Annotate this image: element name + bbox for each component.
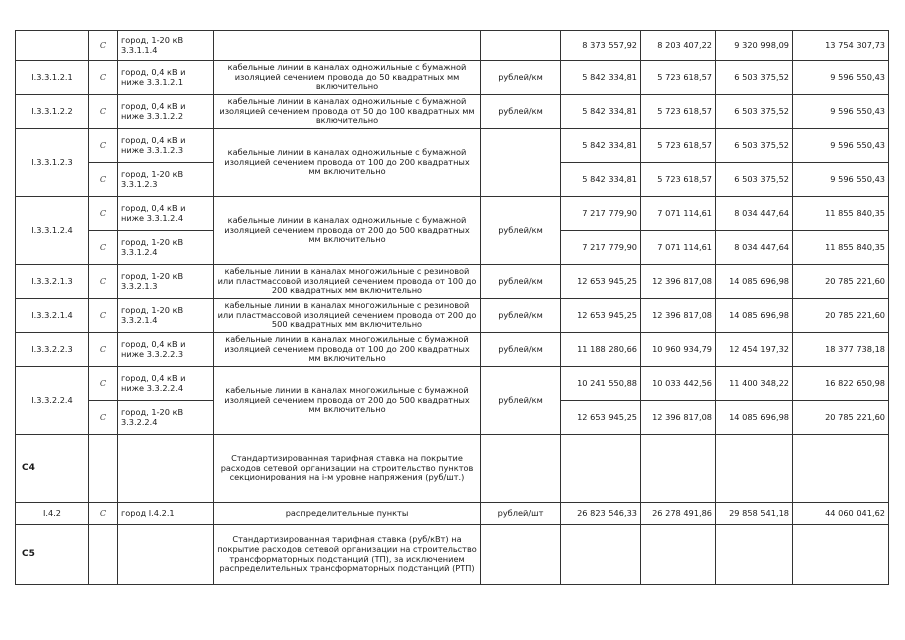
row-value-2: 7 071 114,61	[641, 231, 716, 265]
section-code: C4	[16, 435, 89, 503]
row-unit: рублей/шт	[481, 503, 561, 525]
row-value-1: 5 842 334,81	[561, 163, 641, 197]
row-description: кабельные линии в каналах одножильные с бумажной изоляцией сечением провода от 200 до 500 квадратных мм включительно	[214, 197, 481, 265]
row-territory: город, 1-20 кВ 3.3.1.2.4	[118, 231, 214, 265]
row-value-3: 14 085 696,98	[716, 299, 793, 333]
row-value-2: 8 203 407,22	[641, 31, 716, 61]
row-flag	[89, 525, 118, 585]
row-unit	[481, 525, 561, 585]
row-value-1: 11 188 280,66	[561, 333, 641, 367]
table-row	[16, 265, 889, 299]
row-value-1: 5 842 334,81	[561, 129, 641, 163]
row-value-4: 9 596 550,43	[793, 129, 889, 163]
row-description	[214, 31, 481, 61]
row-code: I.3.3.1.2.2	[16, 95, 89, 129]
row-value-2: 26 278 491,86	[641, 503, 716, 525]
row-value-2: 5 723 618,57	[641, 61, 716, 95]
row-value-3: 6 503 375,52	[716, 129, 793, 163]
row-value-2: 12 396 817,08	[641, 299, 716, 333]
row-territory: город, 0,4 кВ и ниже 3.3.2.2.3	[118, 333, 214, 367]
row-value-2: 10 033 442,56	[641, 367, 716, 401]
row-flag: C	[89, 503, 118, 525]
row-value-2: 5 723 618,57	[641, 129, 716, 163]
row-value-4: 20 785 221,60	[793, 265, 889, 299]
row-value-3: 6 503 375,52	[716, 163, 793, 197]
row-flag	[89, 435, 118, 503]
row-flag: C	[89, 401, 118, 435]
row-territory	[118, 525, 214, 585]
row-value-3: 8 034 447,64	[716, 197, 793, 231]
row-flag: C	[89, 367, 118, 401]
row-unit: рублей/км	[481, 197, 561, 265]
row-value-1: 7 217 779,90	[561, 231, 641, 265]
row-flag: C	[89, 197, 118, 231]
row-value-4	[793, 525, 889, 585]
row-value-2: 10 960 934,79	[641, 333, 716, 367]
row-value-1: 26 823 546,33	[561, 503, 641, 525]
row-territory: город, 1-20 кВ 3.3.1.1.4	[118, 31, 214, 61]
tariff-table	[15, 30, 889, 585]
table-row	[16, 31, 889, 61]
row-unit: рублей/км	[481, 367, 561, 435]
row-value-1: 5 842 334,81	[561, 61, 641, 95]
row-value-2	[641, 525, 716, 585]
row-value-2: 12 396 817,08	[641, 265, 716, 299]
row-value-3: 14 085 696,98	[716, 265, 793, 299]
row-flag: C	[89, 333, 118, 367]
row-value-3: 29 858 541,18	[716, 503, 793, 525]
row-code: I.3.3.2.1.3	[16, 265, 89, 299]
row-value-1: 7 217 779,90	[561, 197, 641, 231]
row-value-3	[716, 435, 793, 503]
row-unit: рублей/км	[481, 61, 561, 95]
row-territory: город, 1-20 кВ 3.3.2.1.4	[118, 299, 214, 333]
row-value-2: 5 723 618,57	[641, 95, 716, 129]
row-value-1: 8 373 557,92	[561, 31, 641, 61]
row-value-4: 20 785 221,60	[793, 401, 889, 435]
row-value-4: 18 377 738,18	[793, 333, 889, 367]
row-value-2: 7 071 114,61	[641, 197, 716, 231]
row-flag: C	[89, 231, 118, 265]
row-value-1: 10 241 550,88	[561, 367, 641, 401]
row-value-1: 5 842 334,81	[561, 95, 641, 129]
row-flag: C	[89, 129, 118, 163]
row-description: кабельные линии в каналах одножильные с бумажной изоляцией сечением провода до 50 квадратных мм включительно	[214, 61, 481, 95]
row-value-4: 13 754 307,73	[793, 31, 889, 61]
row-territory	[118, 435, 214, 503]
row-value-4: 9 596 550,43	[793, 61, 889, 95]
table-row	[16, 333, 889, 367]
row-territory: город, 1-20 кВ 3.3.2.2.4	[118, 401, 214, 435]
row-value-4: 16 822 650,98	[793, 367, 889, 401]
row-flag: C	[89, 163, 118, 197]
row-value-2: 5 723 618,57	[641, 163, 716, 197]
section-row	[16, 435, 889, 503]
row-flag: C	[89, 95, 118, 129]
row-description: кабельные линии в каналах многожильные с резиновой или пластмассовой изоляцией сечением провода от 100 до 200 квадратных мм включительно	[214, 265, 481, 299]
row-code: I.3.3.2.2.4	[16, 367, 89, 435]
row-code: I.3.3.1.2.4	[16, 197, 89, 265]
row-unit	[481, 435, 561, 503]
row-code: I.3.3.2.1.4	[16, 299, 89, 333]
row-value-3: 14 085 696,98	[716, 401, 793, 435]
section-row	[16, 525, 889, 585]
row-code: I.4.2	[16, 503, 89, 525]
row-description: кабельные линии в каналах многожильные с бумажной изоляцией сечением провода от 200 до 500 квадратных мм включительно	[214, 367, 481, 435]
row-territory: город, 1-20 кВ 3.3.2.1.3	[118, 265, 214, 299]
row-flag: C	[89, 265, 118, 299]
row-territory: город, 0,4 кВ и ниже 3.3.1.2.1	[118, 61, 214, 95]
row-value-3: 8 034 447,64	[716, 231, 793, 265]
row-value-1: 12 653 945,25	[561, 265, 641, 299]
table-row	[16, 503, 889, 525]
row-value-3: 9 320 998,09	[716, 31, 793, 61]
row-value-4: 9 596 550,43	[793, 95, 889, 129]
row-code: I.3.3.2.2.3	[16, 333, 89, 367]
row-territory: город, 1-20 кВ 3.3.1.2.3	[118, 163, 214, 197]
row-value-3: 12 454 197,32	[716, 333, 793, 367]
row-value-4: 20 785 221,60	[793, 299, 889, 333]
row-flag: C	[89, 299, 118, 333]
row-code: I.3.3.1.2.3	[16, 129, 89, 197]
row-value-1	[561, 435, 641, 503]
row-territory: город, 0,4 кВ и ниже 3.3.1.2.3	[118, 129, 214, 163]
row-value-2	[641, 435, 716, 503]
row-territory: город I.4.2.1	[118, 503, 214, 525]
row-value-3: 6 503 375,52	[716, 95, 793, 129]
row-description: кабельные линии в каналах многожильные с резиновой или пластмассовой изоляцией сечением провода от 200 до 500 квадратных мм включительно	[214, 299, 481, 333]
row-value-4: 9 596 550,43	[793, 163, 889, 197]
row-value-2: 12 396 817,08	[641, 401, 716, 435]
table-row	[16, 61, 889, 95]
row-flag: C	[89, 31, 118, 61]
row-value-4: 11 855 840,35	[793, 231, 889, 265]
table-row	[16, 197, 889, 231]
row-value-3	[716, 525, 793, 585]
row-description: распределительные пункты	[214, 503, 481, 525]
row-territory: город, 0,4 кВ и ниже 3.3.1.2.4	[118, 197, 214, 231]
row-unit: рублей/км	[481, 299, 561, 333]
row-flag: C	[89, 61, 118, 95]
row-territory: город, 0,4 кВ и ниже 3.3.1.2.2	[118, 95, 214, 129]
section-description: Стандартизированная тарифная ставка на покрытие расходов сетевой организации на строительство пунктов секционирования на i-м уровне напряжения (руб/шт.)	[214, 435, 481, 503]
row-code	[16, 31, 89, 61]
row-value-4: 44 060 041,62	[793, 503, 889, 525]
row-value-1: 12 653 945,25	[561, 299, 641, 333]
row-value-4: 11 855 840,35	[793, 197, 889, 231]
row-value-1: 12 653 945,25	[561, 401, 641, 435]
section-code: C5	[16, 525, 89, 585]
table-row	[16, 367, 889, 401]
table-row	[16, 299, 889, 333]
row-value-3: 11 400 348,22	[716, 367, 793, 401]
row-description: кабельные линии в каналах одножильные с бумажной изоляцией сечением провода от 100 до 200 квадратных мм включительно	[214, 129, 481, 197]
row-unit	[481, 129, 561, 197]
table-row	[16, 129, 889, 163]
section-description: Стандартизированная тарифная ставка (руб/кВт) на покрытие расходов сетевой организации на строительство трансформаторных подстанций (ТП), за исключением распределительных трансформаторных подстанций (РТП)	[214, 525, 481, 585]
row-unit: рублей/км	[481, 333, 561, 367]
table-row	[16, 95, 889, 129]
row-unit: рублей/км	[481, 265, 561, 299]
row-value-3: 6 503 375,52	[716, 61, 793, 95]
row-territory: город, 0,4 кВ и ниже 3.3.2.2.4	[118, 367, 214, 401]
row-description: кабельные линии в каналах многожильные с бумажной изоляцией сечением провода от 100 до 200 квадратных мм включительно	[214, 333, 481, 367]
row-unit: рублей/км	[481, 95, 561, 129]
row-code: I.3.3.1.2.1	[16, 61, 89, 95]
row-value-1	[561, 525, 641, 585]
row-unit	[481, 31, 561, 61]
row-description: кабельные линии в каналах одножильные с бумажной изоляцией сечением провода от 50 до 100 квадратных мм включительно	[214, 95, 481, 129]
row-value-4	[793, 435, 889, 503]
